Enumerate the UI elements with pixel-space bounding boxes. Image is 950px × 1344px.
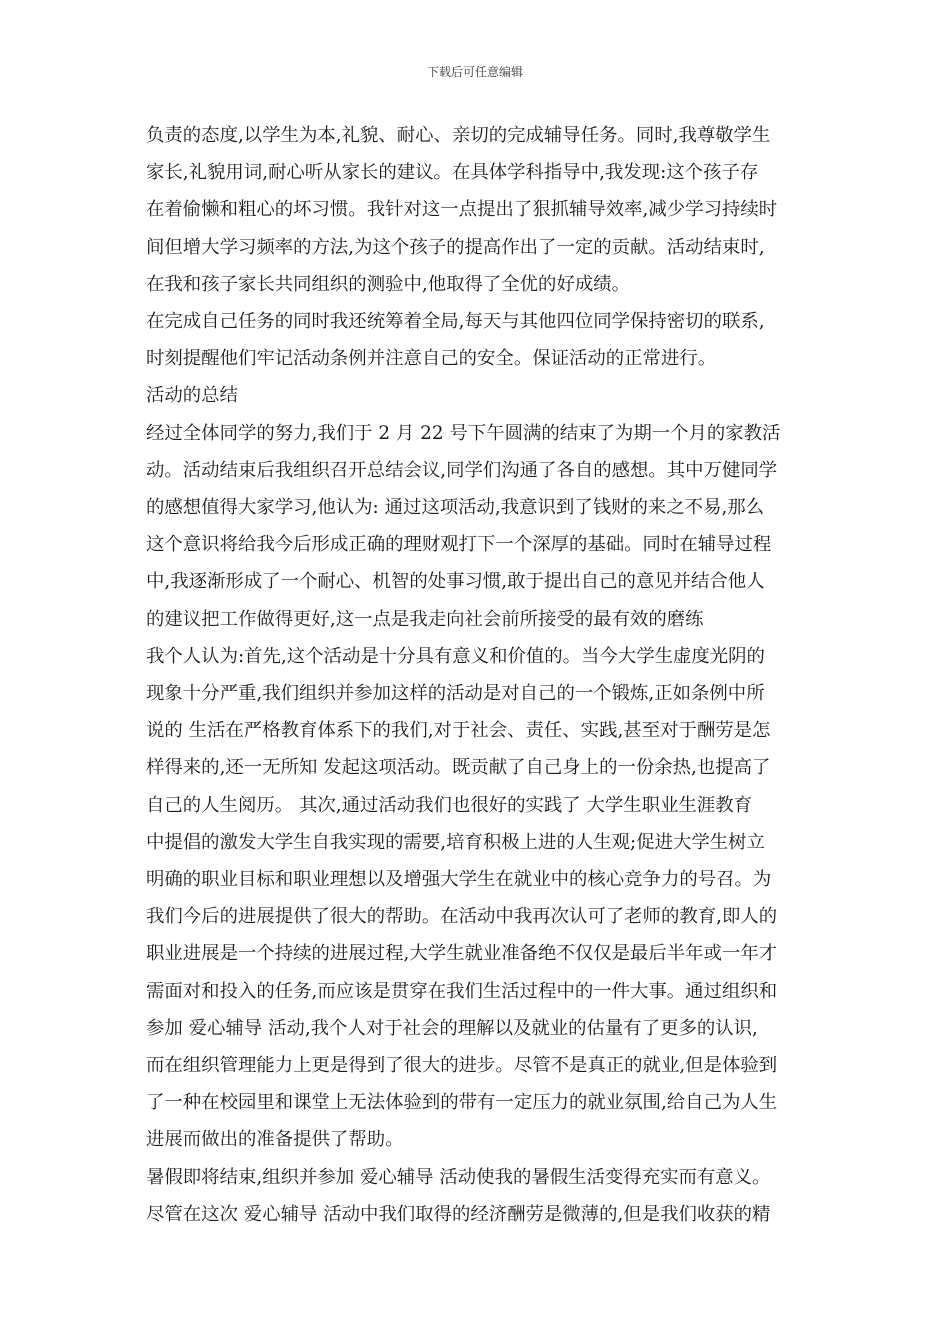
- text-line: 样得来的,还一无所知 发起这项活动。既贡献了自己身上的一份余热,也提高了: [146, 757, 771, 779]
- text-line: 说的 生活在严格教育体系下的我们,对于社会、责任、实践,甚至对于酬劳是怎: [146, 720, 771, 742]
- text-line: 而在组织管理能力上更是得到了很大的进步。尽管不是真正的就业,但是体验到: [146, 1055, 778, 1076]
- text-line: 经过全体同学的努力,我们于 2 月 22 号下午圆满的结束了为期一个月的家教活: [146, 422, 781, 444]
- text-line: 这个意识将给我今后形成正确的理财观打下一个深厚的基础。同时在辅导过程: [146, 534, 772, 556]
- text-line: 在着偷懒和粗心的坏习惯。我针对这一点提出了狠抓辅导效率,减少学习持续时: [146, 199, 778, 221]
- text-line: 参加 爱心辅导 活动,我个人对于社会的理解以及就业的估量有了更多的认识,: [146, 1017, 758, 1039]
- text-line: 我们今后的进展提供了很大的帮助。在活动中我再次认可了老师的教育,即人的: [146, 906, 778, 928]
- text-line: 我个人认为:首先,这个活动是十分具有意义和价值的。当今大学生虚度光阴的: [146, 645, 765, 667]
- text-line: 活动的总结: [146, 385, 238, 407]
- text-line: 中,我逐渐形成了一个耐心、机智的处事习惯,敢于提出自己的意见并结合他人: [146, 571, 765, 593]
- text-line: 动。活动结束后我组织召开总结会议,同学们沟通了各自的感想。其中万健同学: [146, 459, 778, 481]
- text-line: 在完成自己任务的同时我还统筹着全局,每天与其他四位同学保持密切的联系,: [146, 311, 765, 332]
- text-line: 中提倡的激发大学生自我实现的需要,培育积极上进的人生观;促进大学生树立: [146, 831, 765, 853]
- text-line: 尽管在这次 爱心辅导 活动中我们取得的经济酬劳是微薄的,但是我们收获的精: [146, 1203, 771, 1225]
- text-line: 职业进展是一个持续的进展过程,大学生就业准备绝不仅仅是最后半年或一年才: [146, 943, 778, 965]
- text-line: 间但增大学习频率的方法,为这个孩子的提高作出了一定的贡献。活动结束时,: [146, 236, 765, 258]
- text-line: 进展而做出的准备提供了帮助。: [146, 1129, 404, 1151]
- text-line: 需面对和投入的任务,而应该是贯穿在我们生活过程中的一件大事。通过组织和: [146, 980, 778, 1002]
- text-line: 负责的态度,以学生为本,礼貌、耐心、亲切的完成辅导任务。同时,我尊敬学生: [146, 125, 771, 146]
- text-line: 家长,礼貌用词,耐心听从家长的建议。在具体学科指导中,我发现:这个孩子存: [146, 162, 759, 184]
- text-line: 的建议把工作做得更好,这一点是我走向社会前所接受的最有效的磨练: [146, 608, 704, 630]
- text-line: 明确的职业目标和职业理想以及增强大学生在就业中的核心竞争力的号召。为: [146, 869, 772, 890]
- text-line: 在我和孩子家长共同组织的测验中,他取得了全优的好成绩。: [146, 273, 631, 295]
- text-line: 的感想值得大家学习,他认为: 通过这项活动,我意识到了钱财的来之不易,那么: [146, 497, 765, 518]
- text-line: 暑假即将结束,组织并参加 爱心辅导 活动使我的暑假生活变得充实而有意义。: [146, 1166, 771, 1188]
- text-line: 现象十分严重,我们组织并参加这样的活动是对自己的一个锻炼,正如条例中所: [146, 683, 765, 704]
- text-line: 了一种在校园里和课堂上无法体验到的带有一定压力的就业氛围,给自己为人生: [146, 1092, 778, 1114]
- text-line: 自己的人生阅历。 其次,通过活动我们也很好的实践了 大学生职业生涯教育: [146, 794, 753, 816]
- page-header: 下载后可任意编辑: [426, 65, 523, 79]
- text-line: 时刻提醒他们牢记活动条例并注意自己的安全。保证活动的正常进行。: [146, 348, 717, 370]
